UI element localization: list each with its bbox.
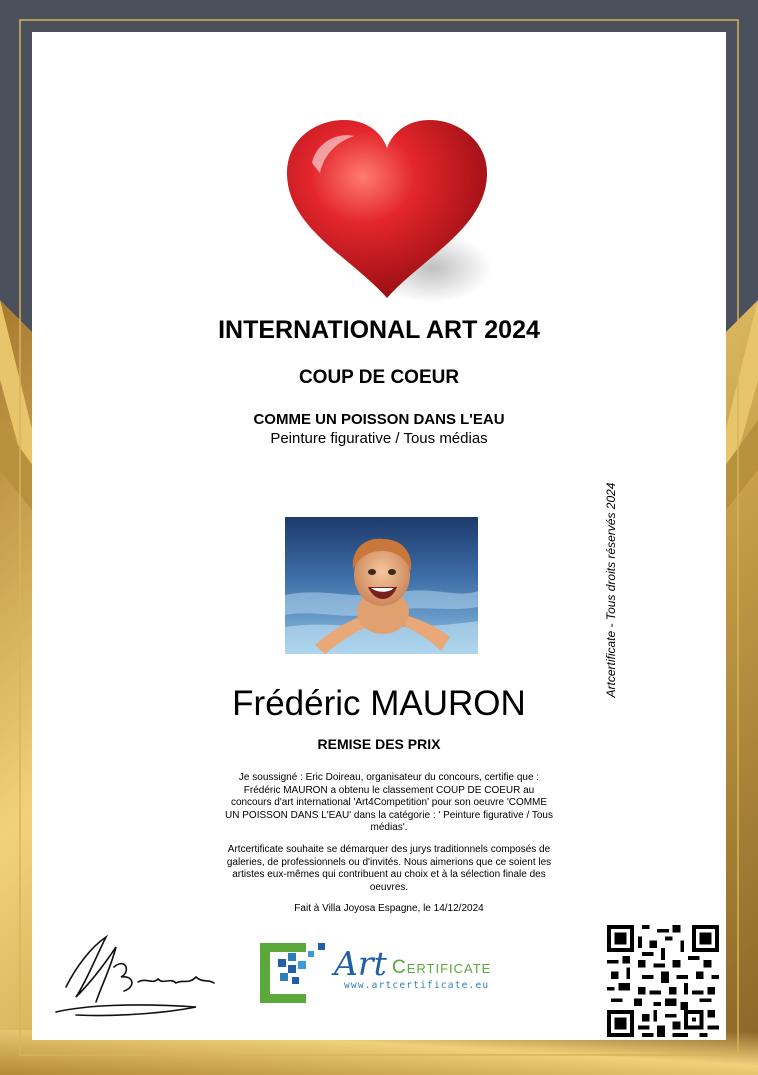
logo-word-certificate: Certificate: [392, 957, 492, 978]
artwork-category: Peinture figurative / Tous médias: [270, 430, 488, 447]
logo-website: www.artcertificate.eu: [344, 980, 490, 991]
certification-statement: Je soussigné : Eric Doireau, organisateur du concours, certifie que : Frédéric MAURON a obtenu le classement COUP DE COEUR au concours d'art international 'Art4Competition' pour son oeuvre 'COMME UN POISSON DANS L'EAU' dans la catégorie : ' Peinture figurative / Tous médias'.: [225, 772, 553, 833]
organizer-statement: Artcertificate souhaite se démarquer des jurys traditionnels composés de galeries, de professionnels ou d'invités. Nous aimerions que ce soient les artistes eux-mêmes qui contribuent au choix et à la sélection finale des oeuvres.: [226, 844, 552, 893]
place-and-date: Fait à Villa Joyosa Espagne, le 14/12/2024: [294, 903, 484, 914]
certificate-sheet: [32, 32, 726, 1040]
award-name: COUP DE COEUR: [298, 367, 460, 388]
certificate-title: INTERNATIONAL ART 2024: [218, 316, 540, 344]
copyright-vertical-text: Artcertificate - Tous droits réservés 2024: [604, 482, 618, 698]
signature-image: [46, 927, 226, 1027]
heart-icon: [282, 118, 492, 303]
artist-name: Frédéric MAURON: [232, 684, 526, 723]
artwork-image: [285, 517, 478, 654]
artwork-title: COMME UN POISSON DANS L'EAU: [253, 411, 505, 428]
ceremony-label: REMISE DES PRIX: [317, 736, 441, 752]
qr-code-image: [607, 925, 719, 1037]
logo-word-art: Art: [334, 944, 387, 983]
